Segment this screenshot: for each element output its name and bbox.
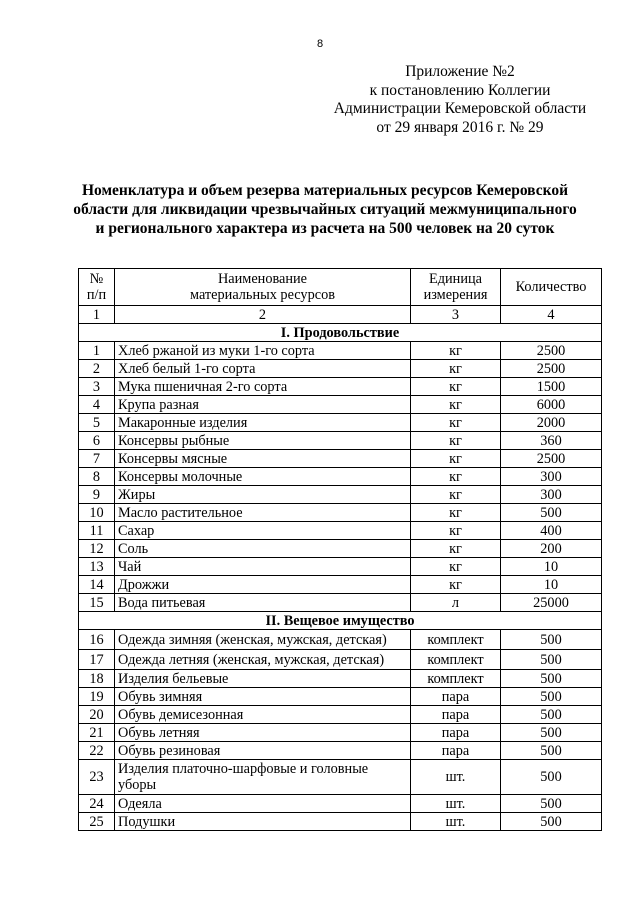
unit-of-measure: кг — [411, 450, 501, 468]
unit-of-measure: кг — [411, 414, 501, 432]
header-qty: Количество — [501, 269, 602, 306]
appendix-line: Администрации Кемеровской области — [333, 100, 587, 117]
row-number: 18 — [79, 670, 115, 688]
table-row — [79, 576, 602, 594]
section-title: I. Продовольствие — [79, 324, 602, 342]
quantity: 25000 — [501, 594, 602, 612]
resource-name: Крупа разная — [115, 396, 411, 414]
resource-name: Одежда летняя (женская, мужская, детская) — [115, 650, 411, 670]
section-row — [79, 324, 602, 342]
unit-of-measure: пара — [411, 706, 501, 724]
resource-name: Сахар — [115, 522, 411, 540]
resource-name: Обувь демисезонная — [115, 706, 411, 724]
row-number: 7 — [79, 450, 115, 468]
row-number: 23 — [79, 760, 115, 795]
quantity: 10 — [501, 576, 602, 594]
resource-name: Консервы молочные — [115, 468, 411, 486]
resource-name: Чай — [115, 558, 411, 576]
row-number: 17 — [79, 650, 115, 670]
unit-of-measure: пара — [411, 724, 501, 742]
quantity: 2500 — [501, 342, 602, 360]
table-row — [79, 540, 602, 558]
document-title — [60, 181, 590, 238]
resources-table — [78, 268, 602, 831]
unit-of-measure: комплект — [411, 670, 501, 688]
column-number: 1 — [79, 306, 115, 324]
appendix-block — [300, 63, 620, 137]
quantity: 1500 — [501, 378, 602, 396]
table-row — [79, 795, 602, 813]
unit-of-measure: кг — [411, 522, 501, 540]
table-row — [79, 650, 602, 670]
resource-name: Хлеб белый 1-го сорта — [115, 360, 411, 378]
unit-of-measure: шт. — [411, 795, 501, 813]
title-line: и регионального характера из расчета на 500 человек на 20 суток — [95, 220, 555, 237]
appendix-line: Приложение №2 — [405, 63, 515, 80]
resource-name: Дрожжи — [115, 576, 411, 594]
resource-name: Изделия платочно-шарфовые и головные уборы — [115, 760, 411, 795]
row-number: 21 — [79, 724, 115, 742]
row-number: 13 — [79, 558, 115, 576]
row-number: 5 — [79, 414, 115, 432]
quantity: 500 — [501, 760, 602, 795]
row-number: 25 — [79, 813, 115, 831]
table-row — [79, 558, 602, 576]
table-header-row — [79, 269, 602, 306]
row-number: 8 — [79, 468, 115, 486]
unit-of-measure: кг — [411, 486, 501, 504]
row-number: 19 — [79, 688, 115, 706]
resource-name: Обувь зимняя — [115, 688, 411, 706]
column-number: 2 — [115, 306, 411, 324]
unit-of-measure: кг — [411, 432, 501, 450]
table-row — [79, 486, 602, 504]
row-number: 22 — [79, 742, 115, 760]
resource-name: Обувь летняя — [115, 724, 411, 742]
quantity: 500 — [501, 724, 602, 742]
table-row — [79, 724, 602, 742]
row-number: 1 — [79, 342, 115, 360]
table-row — [79, 706, 602, 724]
quantity: 500 — [501, 706, 602, 724]
table-body — [79, 269, 602, 831]
row-number: 24 — [79, 795, 115, 813]
row-number: 10 — [79, 504, 115, 522]
table-row — [79, 813, 602, 831]
quantity: 500 — [501, 688, 602, 706]
row-number: 11 — [79, 522, 115, 540]
row-number: 20 — [79, 706, 115, 724]
row-number: 14 — [79, 576, 115, 594]
resource-name: Обувь резиновая — [115, 742, 411, 760]
unit-of-measure: л — [411, 594, 501, 612]
table-row — [79, 360, 602, 378]
quantity: 500 — [501, 650, 602, 670]
unit-of-measure: кг — [411, 378, 501, 396]
title-line: области для ликвидации чрезвычайных ситуаций межмуниципального — [73, 201, 577, 218]
unit-of-measure: пара — [411, 688, 501, 706]
unit-of-measure: кг — [411, 342, 501, 360]
table-row — [79, 688, 602, 706]
resource-name: Одежда зимняя (женская, мужская, детская) — [115, 630, 411, 650]
resource-name: Консервы рыбные — [115, 432, 411, 450]
resource-name: Масло растительное — [115, 504, 411, 522]
table-row — [79, 504, 602, 522]
row-number: 9 — [79, 486, 115, 504]
unit-of-measure: пара — [411, 742, 501, 760]
quantity: 10 — [501, 558, 602, 576]
quantity: 360 — [501, 432, 602, 450]
quantity: 500 — [501, 504, 602, 522]
row-number: 2 — [79, 360, 115, 378]
quantity: 500 — [501, 630, 602, 650]
row-number: 15 — [79, 594, 115, 612]
unit-of-measure: кг — [411, 468, 501, 486]
section-title: II. Вещевое имущество — [79, 612, 602, 630]
table-row — [79, 432, 602, 450]
table-row — [79, 414, 602, 432]
resource-name: Консервы мясные — [115, 450, 411, 468]
table-row — [79, 468, 602, 486]
section-row — [79, 612, 602, 630]
unit-of-measure: шт. — [411, 760, 501, 795]
unit-of-measure: кг — [411, 558, 501, 576]
quantity: 500 — [501, 813, 602, 831]
table-row — [79, 396, 602, 414]
resource-name: Одеяла — [115, 795, 411, 813]
header-unit — [411, 269, 501, 306]
resource-name: Подушки — [115, 813, 411, 831]
header-num — [79, 269, 115, 306]
row-number: 16 — [79, 630, 115, 650]
table-row — [79, 760, 602, 795]
quantity: 200 — [501, 540, 602, 558]
resource-name: Жиры — [115, 486, 411, 504]
column-number: 3 — [411, 306, 501, 324]
unit-of-measure: кг — [411, 396, 501, 414]
unit-of-measure: кг — [411, 540, 501, 558]
column-number: 4 — [501, 306, 602, 324]
table-row — [79, 594, 602, 612]
table-row — [79, 742, 602, 760]
table-row — [79, 522, 602, 540]
table-row — [79, 378, 602, 396]
header-num-line2: п/п — [86, 287, 107, 303]
unit-of-measure: комплект — [411, 650, 501, 670]
quantity: 500 — [501, 742, 602, 760]
header-name — [115, 269, 411, 306]
quantity: 2500 — [501, 360, 602, 378]
header-name-line2: материальных ресурсов — [190, 287, 335, 303]
row-number: 12 — [79, 540, 115, 558]
resource-name: Вода питьевая — [115, 594, 411, 612]
quantity: 500 — [501, 795, 602, 813]
quantity: 300 — [501, 468, 602, 486]
resource-name: Хлеб ржаной из муки 1-го сорта — [115, 342, 411, 360]
unit-of-measure: комплект — [411, 630, 501, 650]
unit-of-measure: кг — [411, 504, 501, 522]
row-number: 4 — [79, 396, 115, 414]
appendix-line: к постановлению Коллегии — [369, 81, 551, 99]
table-row — [79, 630, 602, 650]
quantity: 300 — [501, 486, 602, 504]
quantity: 500 — [501, 670, 602, 688]
row-number: 6 — [79, 432, 115, 450]
unit-of-measure: шт. — [411, 813, 501, 831]
page-number: 8 — [316, 38, 324, 50]
unit-of-measure: кг — [411, 360, 501, 378]
header-unit-line2: измерения — [423, 287, 488, 303]
resource-name: Изделия бельевые — [115, 670, 411, 688]
title-line: Номенклатура и объем резерва материальных ресурсов Кемеровской — [81, 182, 569, 199]
table-row — [79, 670, 602, 688]
appendix-line: от 29 января 2016 г. № 29 — [376, 118, 544, 136]
quantity: 6000 — [501, 396, 602, 414]
table-row — [79, 450, 602, 468]
quantity: 2500 — [501, 450, 602, 468]
row-number: 3 — [79, 378, 115, 396]
header-name-line1: Наименование — [217, 271, 308, 287]
resource-name: Мука пшеничная 2-го сорта — [115, 378, 411, 396]
column-numbers-row — [79, 306, 602, 324]
resource-name: Соль — [115, 540, 411, 558]
quantity: 2000 — [501, 414, 602, 432]
resource-name: Макаронные изделия — [115, 414, 411, 432]
header-num-line1: № — [89, 271, 104, 287]
header-unit-line1: Единица — [429, 271, 482, 287]
unit-of-measure: кг — [411, 576, 501, 594]
table-row — [79, 342, 602, 360]
quantity: 400 — [501, 522, 602, 540]
